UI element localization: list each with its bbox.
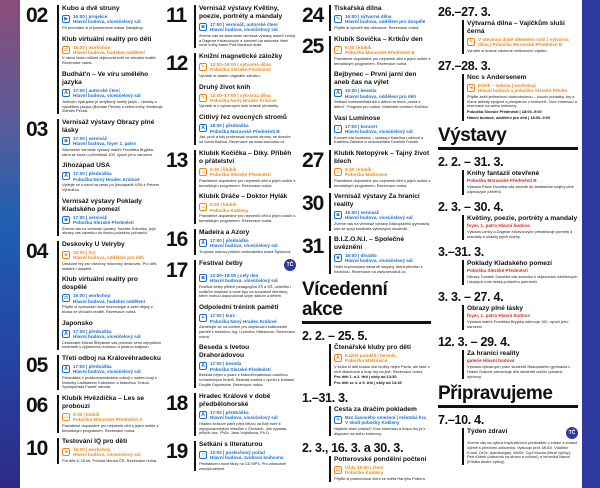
event-description: Zveme vás na vernisáž výstavy Tomáše Sokolíka, jejíž obrazy vás zavedou do česko-polského pohraničí. <box>62 225 156 236</box>
event-time: 16:00 | hry <box>73 250 96 255</box>
event-location: Pobočka Slezské Předměstí <box>210 172 271 178</box>
date-range: 2. 2. – 25. 5. <box>302 329 368 343</box>
family-icon: ☺ <box>200 169 206 175</box>
event-time: 16:00 | workshop <box>73 447 111 452</box>
event-description: Představení nové tituly na CD MP3. Pro zdravotně znevýhodněné. <box>199 460 286 471</box>
event-time: 17:00 | přednáška <box>73 171 112 177</box>
palette-icon: ✎ <box>200 64 206 70</box>
palette-icon: ✎ <box>335 16 341 22</box>
event-meta <box>467 37 578 48</box>
translate-icon: A <box>199 239 207 247</box>
event-location: Pobočka Moravské Předměstí A <box>73 417 143 423</box>
date-range-group <box>0 335 600 379</box>
event-location: Hlavní budova, víceúčelový sál <box>73 93 141 99</box>
event-location: Pobočka Nový Hradec Králové <box>73 176 140 182</box>
event-time: 16:00 | divadlo <box>345 253 377 258</box>
event-location: Hlavní budova, víceúčelový sál <box>73 369 141 375</box>
event-time: Pátek – sobota | workshop <box>478 83 536 88</box>
event-time: 17:00 | přednáška <box>210 238 249 243</box>
event-title[interactable]: Beseda s Ivetou Drahorádovou <box>199 344 250 360</box>
event-title[interactable]: B.I.Z.O.N.I. – Společné uvěznění <box>334 236 404 251</box>
event-description: Přijďte si poslechnout čtení ze světa Harryho Pottera. <box>334 475 426 481</box>
date-range: 1.–31. 3. <box>302 391 348 405</box>
event-title[interactable]: Festival četby <box>199 260 243 267</box>
section-heading: Vícedenní akce <box>302 279 388 320</box>
event-description: Přednáška o protikomunistickém odboji v našem kraji s historiky Ladislavem Kubíčkem a Markétou Trnkou. Spolupořádá Paměť národa. <box>62 374 157 390</box>
event-time: 17:00 | beseda <box>210 361 242 367</box>
event-time: 13:00–18:00 | celý den <box>210 273 259 278</box>
section-heading: Připravujeme <box>438 383 553 404</box>
event-title[interactable]: Květiny, poezie, portréty a mandaly <box>467 215 578 222</box>
gallery-icon: ◙ <box>334 211 342 219</box>
event-location: foyer, 1. patro Hlavní budova <box>467 223 530 228</box>
event-location: Hlavní budova, víceúčelový sál <box>345 215 413 221</box>
headphones-icon: ∩ <box>199 451 207 459</box>
event-location: Pobočka Slezské Předměstí <box>210 67 271 73</box>
event-description: Hrálo improvizace kavárně skupiny, která přichází s novinkou. Rezervace na www.smoktuk.cz. <box>334 263 423 274</box>
event-location: Pobočka Slezské Předměstí <box>73 220 134 226</box>
event-title[interactable]: Tiskařská dílna <box>334 5 382 12</box>
event-title[interactable]: Budhát'n – Ve víru umělého jazyka <box>62 71 149 87</box>
event-description: V klubu si děti budou číst knížky nejen Pavla, ale také o nich diskutovat a hrají hry na jiné. Rezervace nutná. <box>334 363 430 374</box>
event-time: Bez časového omezení | městská hra <box>345 415 426 420</box>
event-time: 16:00 | vernisáž <box>345 210 379 215</box>
event-description: Vydejte se s námi na cestu po jihozápadě USA s Petrem Vyhlídkou. <box>62 182 160 193</box>
day-number: 12 <box>166 52 188 75</box>
range-events <box>462 20 578 54</box>
event-location: Pobočka Malšovice <box>345 358 388 364</box>
event-description: Výstava malíře Františka Bryjáka zahrnuje 100. výročí jeho narození. <box>467 319 569 329</box>
section-header-group <box>0 384 600 408</box>
event-time: 10:00 | poslechový pořad <box>210 450 265 455</box>
event-description: Pravidelné dopoledne pro nejmenší děti a jejich rodiče s tematickým programem. Rezervace nutná. <box>334 177 431 188</box>
gallery-icon: ◙ <box>62 137 70 145</box>
event-title[interactable]: Odpolední trénink paměti <box>199 304 279 312</box>
range-events <box>462 74 578 121</box>
event-location: Hlavní budova, hudební oddělení <box>73 298 145 304</box>
event-title[interactable]: Deskovky U Velryby <box>62 241 125 248</box>
event-meta <box>467 83 578 94</box>
day-number: 03 <box>26 118 48 141</box>
event-meta <box>334 465 431 476</box>
event-location: Pobočka Moravské Předměstí B <box>467 178 537 183</box>
event-location: Hlavní budova, víceúčelový sál <box>210 415 278 421</box>
event-title[interactable]: Knihy fantazií otevřené <box>467 170 540 177</box>
event-location: Hlavní budova, oddělení pro děti <box>345 93 416 99</box>
event-time: 17:00 | vernisáž <box>73 214 107 220</box>
event-description: Beseda nejen o psaní s královéhradeckou autorkou romantických hrdinů. Beseda vznikla v rychlu s knihami Dvojité Dopoledne. Rezervace nutná. <box>199 372 295 387</box>
event-location: Hlavní budova, víceúčelový sál <box>210 243 278 249</box>
day-number: 18 <box>166 392 188 415</box>
event-time: 9:30 | klubík <box>73 412 100 417</box>
translate-icon: A <box>62 89 70 97</box>
music-icon: ♫ <box>334 125 342 133</box>
event-location: Pobočka Malšovice <box>345 172 388 178</box>
event-location: foyer, 1. patro Hlavní budova <box>467 313 530 318</box>
event-item[interactable] <box>467 74 578 121</box>
date-range: 3.–31. 3. <box>438 245 484 259</box>
range-events <box>462 215 578 240</box>
gallery-icon: ◙ <box>199 23 207 31</box>
day-number: 10 <box>26 437 48 460</box>
event-title[interactable]: Potterovské pondělní počtení <box>334 456 427 463</box>
event-item[interactable] <box>467 215 578 240</box>
event-title[interactable]: Setkání s literaturou <box>199 441 263 448</box>
event-location: Hlavní budova, hudební oddělení <box>73 50 145 56</box>
event-title[interactable]: Cesta za dračím pokladem <box>334 406 417 413</box>
event-description: Koncert tria hudebnic – vystoupí Kateřina Laštová a Kateřina Záložná a violoncellista Dominik Franěk. <box>334 134 424 145</box>
event-description: Při promítání si připomeneme odkaz Dalajlámy. <box>62 24 144 30</box>
film-icon: ▶ <box>62 15 70 23</box>
event-time: 13:00–17:00 | výtvarná dílna <box>210 92 271 98</box>
event-time: 17:00 | přednáška <box>73 364 112 369</box>
event-item[interactable] <box>467 20 578 54</box>
translate-icon: A <box>334 89 342 97</box>
event-time: 9:30 | klubík <box>210 202 237 208</box>
event-location: Pobočka Nový Hradec Králové <box>210 318 277 324</box>
event-time: 9:30 | klubík <box>345 45 372 50</box>
family-icon: ☺ <box>200 204 206 211</box>
date-range: 2. 3., 16. 3. a 30. 3. <box>302 441 404 455</box>
event-description: Jak, proč a kdy prořezávat ovocné stromy, se dozvíte od Ivana Bačina. Rezervace na www.zacoutoo.cz. <box>199 134 291 144</box>
family-icon: ☺ <box>335 47 341 53</box>
event-location: Hlavní budova, víceúčelový sál <box>345 129 413 135</box>
logo-badge: TČ <box>284 259 296 271</box>
event-time: 9:30 | klubík <box>210 167 237 172</box>
day-number: 06 <box>26 394 48 417</box>
event-location: Pobočka Kukleny <box>345 470 384 476</box>
event-time: 16:00 | workshop <box>73 293 111 299</box>
event-item[interactable] <box>467 305 578 330</box>
translate-icon: A <box>334 354 342 362</box>
event-description: Vyrobte si vlastní originální záložku. <box>199 72 261 78</box>
event-time: 16:00 | workshop <box>73 44 111 50</box>
event-location: Pobočka Slezské Předměstí <box>210 366 271 372</box>
event-title[interactable]: Klubík Hvězdička – Les se probouzí <box>62 395 145 410</box>
event-description: Přijďte si vyzkoušet nové technologie a zažít dějiny z blízka ve virtuální realitě. Rezervace nutná. <box>62 304 153 315</box>
event-title[interactable]: Druhý život knih <box>199 83 251 91</box>
event-location: Hlavní budova, víceúčelový sál <box>210 27 278 33</box>
event-title[interactable]: Výtvarná dílna – Vajíčkům sluší černá <box>467 20 565 35</box>
event-title[interactable]: Hradec Králové v době předbělohorské <box>199 393 271 408</box>
theatre-icon: ☻ <box>335 255 341 261</box>
event-item[interactable] <box>467 260 578 285</box>
range-events <box>462 170 578 195</box>
event-description: Tropické ostrovy přiblíží cestovatelka Ivana Špičková. <box>199 248 292 254</box>
vr-headset-icon: ◘ <box>62 46 70 54</box>
event-description: Jediným výstupem je smyšlený umělý jazyk – ukázky a vysvětlení jazyka (Bohdan Pecha) a četba knihy. Moderuje Zdeněk Pecha. <box>62 98 163 114</box>
event-location: Pobočka Moravské Předměstí B <box>345 50 415 56</box>
event-description: Zaměřujte se na cvičení pro zlepšování krátkodobé paměti s lektorkou Ing. Ludmilou Hlávkovou. Rezervace nutná. <box>199 324 296 339</box>
range-events <box>462 260 578 285</box>
event-description: Zveme vás na cyklus inspirativních přednášek o zdraví a zdravé výživě s předními odborníky. Vystoupí prof. MUDr. Vladimír Koudi, DrSc. (kardiologie), MUDr. Cyril Mucha (lékař výživy), Petr Kübek (odborník na stravu a cvičení) a Veronika Navrá (Klinika akutní výživy). <box>467 440 578 465</box>
event-title[interactable]: Noc s Andersenem <box>467 74 527 81</box>
gallery-icon: ◙ <box>62 216 70 224</box>
event-description: Výstava Lenky a Dagmar Krkavcových představuje portréty a mandaly a ukázky jejich tvorby. <box>467 229 573 239</box>
event-title[interactable]: Čtenářské kluby pro děti <box>334 344 411 351</box>
event-description: Pravidelné dopoledne pro nejmenší děti a jejich rodiče s tematickým programem. Rezervace nutná. <box>199 213 296 224</box>
event-location: Hlavní budova a pobočka Slezské Předm. <box>478 88 569 94</box>
section-divider <box>438 405 578 408</box>
day-number: 11 <box>166 4 187 27</box>
event-description: Deskové hry pro všechny milovníky deskovek. Pro děti, mládež i dospělé. <box>62 260 158 271</box>
event-title[interactable]: Kubo a dvě struny <box>62 5 120 12</box>
event-description: Přijďte zažít jedinečnou dobrodružnou – kouzlo pohádky, hry a různé aktivity spojené s přespáním v knihovně. Více informací a rezervace na webu knihovny. <box>467 93 577 109</box>
event-schedule-line: Pobočka Slezské Předměstí | 18:00–9:00 <box>467 109 542 115</box>
translate-icon: A <box>199 411 207 419</box>
event-description: Slavnostní vernisáž výstavy malíře Františka Bryjáka, která se koná u příležitosti 100. výročí jeho narození. <box>62 146 154 157</box>
event-title[interactable]: Za hranicí reality <box>467 350 520 357</box>
event-title[interactable]: Vernisáž výstavy Za hranicí reality <box>334 193 420 208</box>
day-number: 02 <box>26 4 48 27</box>
event-time: 13:00–18:00 | výtvarná dílna <box>210 62 271 67</box>
event-title[interactable]: Klubík Netopýrek – Tajný život blech <box>334 150 430 165</box>
date-range-group <box>0 5 600 54</box>
event-schedule-line: Hlavní budova, oddělení pro děti | 18:00–9:00 <box>467 115 551 120</box>
event-title[interactable]: Klub virtuální reality pro dospělé <box>62 276 138 292</box>
event-time: 17:00 | kurz <box>210 313 236 319</box>
event-item[interactable] <box>467 350 578 379</box>
event-time: 17:00 | autorské čtení <box>73 88 120 94</box>
event-description: Vyrobte si krásné zdobené velikonoční vajíčko. <box>467 47 548 53</box>
date-range-group <box>0 245 600 285</box>
event-title[interactable]: Vernisáž výstavy Obrazy plné lásky <box>62 119 155 134</box>
event-location: Hlavní budova, víceúčelový sál <box>73 19 141 25</box>
event-location: Pobočka Slezské Předměstí <box>467 268 528 273</box>
date-range: 3. 3. – 27. 4. <box>438 290 504 304</box>
event-location: dílna | Pobočka Moravské Předměstí B <box>478 42 563 48</box>
event-title[interactable]: Obrazy plné lásky <box>467 305 524 312</box>
date-range: 12. 3. – 29. 4. <box>438 335 510 349</box>
event-title[interactable]: Poklady Kladského pomezí <box>467 260 553 267</box>
event-title[interactable]: Týden zdraví <box>467 428 508 435</box>
event-title[interactable]: Bejbynec – První jarní den aneb čas na výlet <box>334 71 417 87</box>
translate-icon: A <box>199 124 207 132</box>
event-time: 16:00 | projekce <box>73 14 108 19</box>
event-time: 16:00 | výtvarná dílna <box>345 14 392 19</box>
megaphone-icon: ◄ <box>63 449 69 455</box>
event-description: Obrazy Tomáše Sokolíka vás zavedou k objevování nádherných i skrytých míst česko-polského pohraničí. <box>467 274 578 284</box>
day-number: 04 <box>26 240 48 263</box>
family-icon: ☺ <box>335 169 341 175</box>
map-walk-icon: ✈ <box>335 417 341 423</box>
event-item[interactable] <box>467 170 578 195</box>
event-time: 9:30 | klubík <box>345 167 372 172</box>
date-range-group <box>0 413 600 465</box>
event-title[interactable]: Citlivý řez ovocných stromů <box>199 114 287 122</box>
event-location: galerie Hlavní budova <box>467 358 515 363</box>
translate-icon: A <box>199 362 207 370</box>
event-description: Zveme vás na slavnostní vernisáž výstavy autorů Lenky a Dagmar Krkavcových a zároveň na autorské čtení nové knihy básní Pod hladinou duše. <box>199 32 296 48</box>
date-range: 2. 3. – 30. 4. <box>438 200 504 214</box>
event-time: Každé pondělí | beseda <box>345 353 396 358</box>
event-time: V otevírací době dětského odd. | výtvarná <box>478 37 569 42</box>
event-time: 17:00 | vernisáž <box>73 136 107 141</box>
event-description: Pro děti 5–15 let. Pořádá Mensa ČR. Rezervace nutná. <box>62 457 158 463</box>
event-location: Hlavní budova, foyer 1. patro <box>73 141 137 147</box>
event-description: Festival četby přiblíží pedagogům ZŠ a SŠ, učitelům i rodičům inspiraci a nové tipy na současné literatury, které mohou doporučovat svým žákům a dětem. <box>199 283 292 299</box>
event-location: Hlavní budova, zvuková knihovna <box>210 455 284 461</box>
day-number: 16 <box>166 228 188 251</box>
event-time-place <box>478 83 568 94</box>
event-title[interactable]: Testování IQ pro děti <box>62 438 128 445</box>
translate-icon: A <box>62 365 70 373</box>
day-number: 30 <box>302 192 324 215</box>
event-location: Hlavní budova, víceúčelový sál <box>73 334 141 340</box>
event-location: Hlavní budova, víceúčelový sál <box>73 452 141 458</box>
event-description: Pravidelné dopoledne pro nejmenší děti a jejich rodiče s tematickým programem. Rezervace nutná. <box>334 55 431 66</box>
event-description: Setkání maminek/tatínků s dětmi na téma „cesta s dětmi“. Program pro rodiče. Mateřské centrum Kolíbka. <box>334 99 429 110</box>
translate-icon: A <box>62 172 70 180</box>
date-range: 2. 2. – 31. 3. <box>438 155 504 169</box>
event-location: Hlavní budova, víceúčelový sál <box>345 258 413 264</box>
event-description: V rámci klubu můžeš objevovat svět ve virtuální realitě. Rezervace nutná. <box>62 55 157 66</box>
event-title[interactable]: Jihozápad USA <box>62 162 110 170</box>
vr-headset-icon: ◘ <box>62 294 70 302</box>
date-range: 26.–27. 3. <box>438 5 491 19</box>
day-number: 31 <box>302 235 324 258</box>
event-title[interactable]: Vernisáž výstavy Poklady Kladského pomezí <box>62 197 142 213</box>
day-number: 19 <box>166 440 188 463</box>
day-number: 27 <box>302 149 324 172</box>
game-icon: ♣ <box>62 251 70 259</box>
palette-icon: ✎ <box>200 94 206 101</box>
gallery-icon: ◙ <box>199 274 207 282</box>
brain-icon: ✦ <box>200 315 206 322</box>
range-events <box>462 350 578 379</box>
event-location: Hlavní budova, oddělení pro děti <box>73 255 144 261</box>
event-time: 17:00 | přednáška <box>73 328 112 334</box>
event-time: 17:00 | přednáška <box>210 410 249 415</box>
event-title[interactable]: Klubík Kočička – Díky. Příběh o přátelství <box>199 150 292 165</box>
event-title[interactable]: Knižní magnetické záložky <box>199 53 283 60</box>
event-time-place <box>345 465 383 476</box>
event-time-place <box>478 37 569 48</box>
event-title[interactable]: Klubík Sovička – Krtkův den <box>334 36 423 43</box>
event-description: Pravidelné dopoledne pro nejmenší děti a jejich rodiče s tematickým programem. Rezervace nutná. <box>199 177 296 188</box>
event-time: 17:00 | vernisáž, autorské čtení <box>210 22 278 27</box>
day-number: 17 <box>166 259 188 282</box>
event-description: Výstava Pavla Dvořáka vás zavede do fantastické krajiny plné zajímavých příběhů. <box>467 184 574 194</box>
event-time: 18:00 | přednáška <box>210 123 249 129</box>
event-title[interactable]: Vernisáž výstavy Květiny, poezie, portréty a mandaly <box>199 5 283 20</box>
date-range: 7.–10. 4. <box>438 413 484 427</box>
day-number: 05 <box>26 354 48 377</box>
event-description: Najdete dračí poklad? Více informací a mapu hry je k dispozici na webu knihovny. <box>334 425 426 436</box>
event-title[interactable]: Třetí odboj na Královéhradecku <box>62 355 161 362</box>
event-location: Pobočka Nový Hradec Králové <box>210 98 277 104</box>
day-number: 24 <box>302 4 324 27</box>
event-location: V okolí pobočky Kukleny <box>345 420 400 426</box>
event-description: Vyrobte si z vyřazených knih krásné předměty. <box>199 103 280 109</box>
event-description: Výstava výtvarných prací studentů Biskupského gymnázia v Hradci Králové prezentuje díla studentů oddílu výtvarné výchovy. <box>467 364 571 379</box>
day-number: 25 <box>302 35 324 58</box>
family-icon: ☺ <box>63 414 69 420</box>
date-range-group <box>0 290 600 330</box>
event-location: Pobočka Moravské Předměstí B <box>210 128 280 134</box>
date-range-group <box>0 155 600 195</box>
megaphone-icon: ◄ <box>468 85 474 91</box>
event-time: Vždy 15:00 | čtení <box>345 465 384 470</box>
event-title[interactable]: Klub virtuální reality pro děti <box>62 35 152 43</box>
event-description: Přijďte si vytvořit tisk dekorace. Rezervace nutná. <box>334 24 420 30</box>
section-header-group <box>0 123 600 150</box>
logo-badge: TČ <box>566 427 578 439</box>
event-schedule-line: Pro děti 1. a 2. tříd | vždy od 13:30 <box>334 374 397 380</box>
event-item[interactable] <box>467 428 578 465</box>
event-title[interactable]: Klubík Dráče – Doktor Hylák <box>199 193 288 201</box>
section-heading: Výstavy <box>438 125 507 146</box>
event-description: Hradec Králové patřil před bitvou na Bílé hoře k nejvýznamnějším městům v Čechách. Jak vypadal, přiblíží doc. PhDr. Jana Vojtíšková, Ph.D. <box>199 420 288 436</box>
book-icon: ▤ <box>335 467 341 473</box>
date-range: 27.–28. 3. <box>438 59 491 73</box>
event-location: Hlavní budova, víceúčelový sál <box>210 278 278 284</box>
event-location: Hlavní budova, oddělení pro dospělé <box>345 19 426 25</box>
event-description: Zveme vás na vernisáž výstavy Biskupského gymnázia, kde se spojí kreativita výtvarných studentů. <box>334 220 431 231</box>
event-title[interactable]: Vasi Luminose <box>334 114 381 122</box>
translate-icon: A <box>62 330 70 338</box>
palette-icon: ✎ <box>468 39 474 45</box>
section-divider <box>438 147 578 150</box>
event-time: 10:00 | beseda <box>345 88 377 94</box>
event-description: Pravidelné dopoledne pro nejmenší děti a jejich rodiče s tematickým programem. Rezervace nutná. <box>62 422 159 433</box>
day-number: 13 <box>166 149 188 172</box>
event-title[interactable]: Japonsko <box>62 319 93 327</box>
event-title[interactable]: Madeira a Azory <box>199 229 250 236</box>
range-events <box>462 305 578 330</box>
range-events <box>462 428 578 465</box>
event-location: Pobočka Kukleny <box>210 207 249 213</box>
event-schedule-line: Pro děti ze 4. a 5. tříd | vždy od 14:45 <box>334 380 402 386</box>
event-description: Cestovatel Michal Štěpánek vás provede zemí nejvyšších kontrastů s výjimečnou kulturou a pestrou krajinou. <box>62 339 162 350</box>
event-time: 17:00 | koncert <box>345 123 378 129</box>
